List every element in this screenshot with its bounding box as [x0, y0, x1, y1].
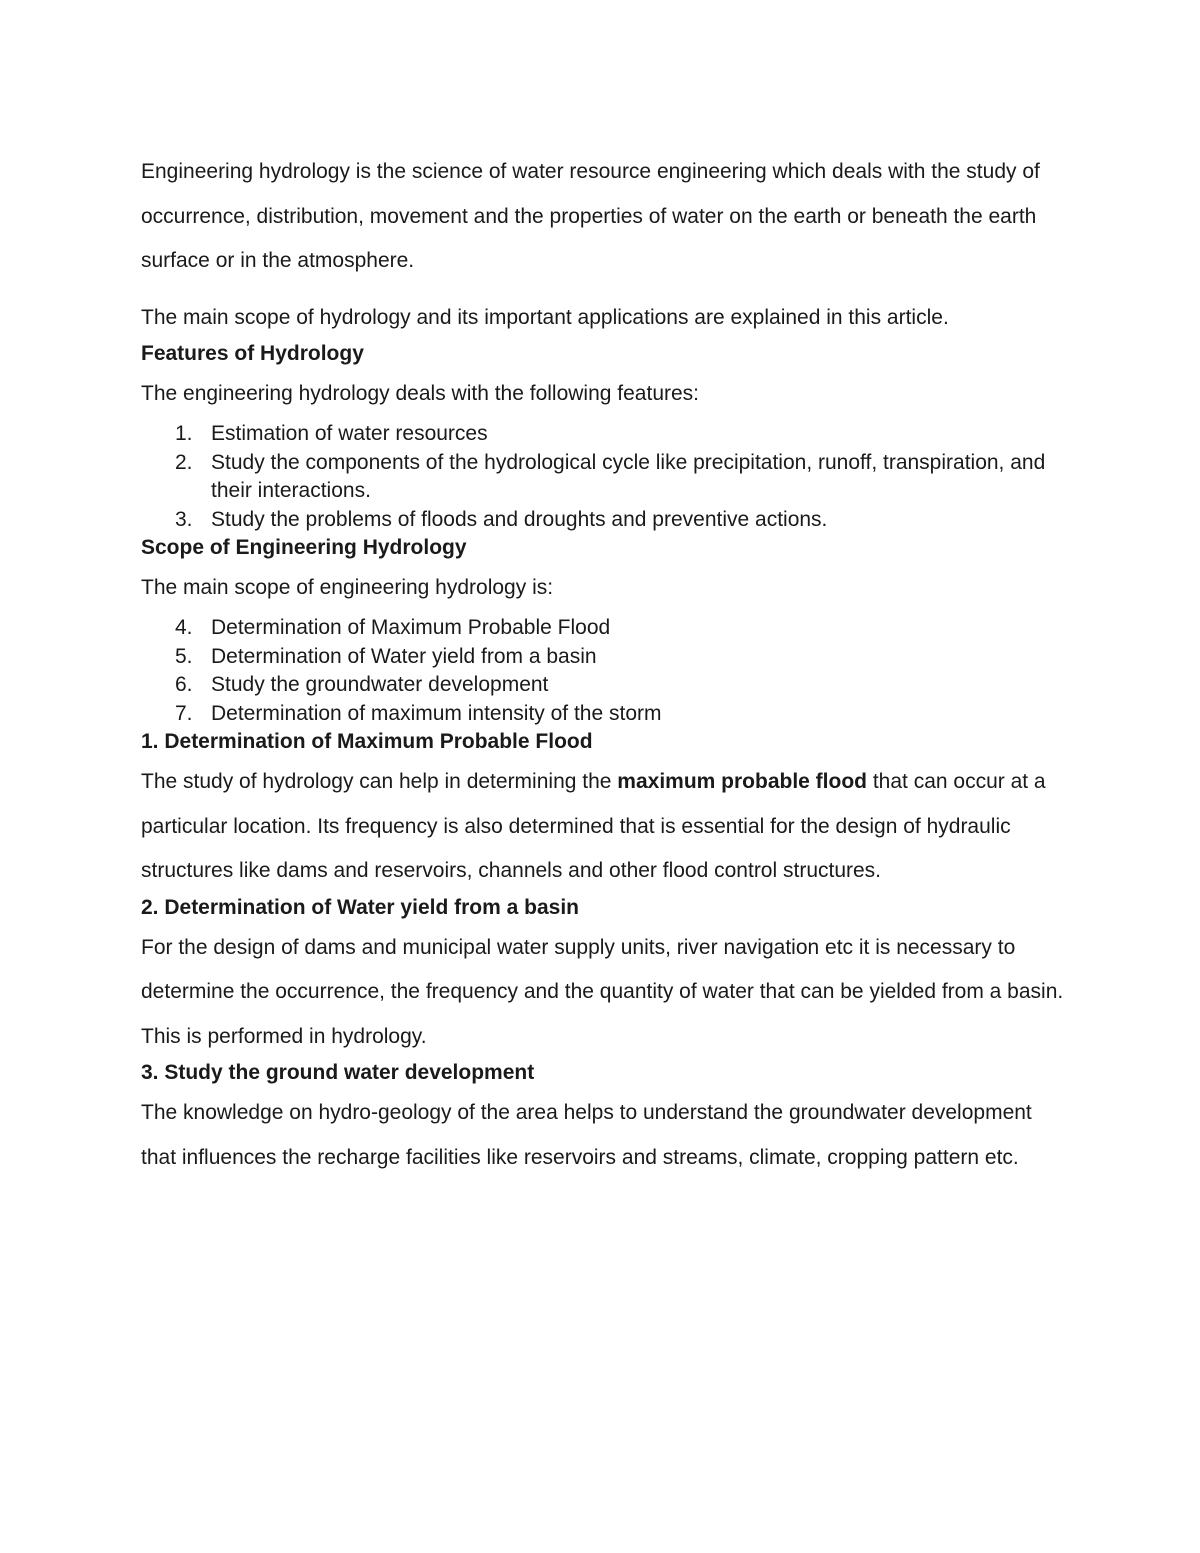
list-item: 7. Determination of maximum intensity of the storm	[175, 701, 662, 725]
section2-heading: 2. Determination of Water yield from a basin	[141, 895, 579, 919]
intro-scope-sentence: The main scope of hydrology and its important applications are explained in this article.	[141, 305, 949, 329]
features-heading: Features of Hydrology	[141, 342, 364, 365]
list-item: 1. Estimation of water resources	[175, 422, 488, 445]
section1-heading: 1. Determination of Maximum Probable Flood	[141, 730, 593, 753]
section1-paragraph: The study of hydrology can help in determining the maximum probable flood that can occur at a particular location. Its frequency is also determined that is essential for the design of hydraulic structures like dams and reservoirs, channels and other flood control structures.	[141, 770, 1046, 882]
list-item: 6. Study the groundwater development	[175, 673, 549, 696]
features-lead: The engineering hydrology deals with the following features:	[141, 382, 700, 405]
intro-paragraph: Engineering hydrology is the science of water resource engineering which deals with the study of occurrence, distribution, movement and the properties of water on the earth or beneath the earth surface or in the atmosphere.	[141, 160, 1040, 272]
scope-list	[141, 614, 1071, 728]
section3-paragraph: The knowledge on hydro-geology of the area helps to understand the groundwater development that influences the recharge facilities like reservoirs and streams, climate, cropping pattern etc.	[141, 1101, 1032, 1169]
scope-lead: The main scope of engineering hydrology is:	[141, 576, 554, 599]
document-page	[141, 150, 1071, 1180]
features-list	[141, 420, 1071, 534]
section1-bold-phrase: maximum probable flood	[617, 770, 867, 793]
list-item: 5. Determination of Water yield from a basin	[175, 644, 597, 668]
section2-paragraph: For the design of dams and municipal water supply units, river navigation etc it is necessary to determine the occurrence, the frequency and the quantity of water that can be yielded from a basin. This is performed in hydrology.	[141, 935, 1064, 1048]
list-item: 3. Study the problems of floods and droughts and preventive actions.	[175, 507, 828, 531]
section3-heading: 3. Study the ground water development	[141, 1061, 535, 1084]
list-item: 2. Study the components of the hydrological cycle like precipitation, runoff, transpiration, and their interactions.	[175, 450, 1046, 502]
scope-heading: Scope of Engineering Hydrology	[141, 536, 467, 559]
list-item: 4. Determination of Maximum Probable Flood	[175, 616, 611, 639]
